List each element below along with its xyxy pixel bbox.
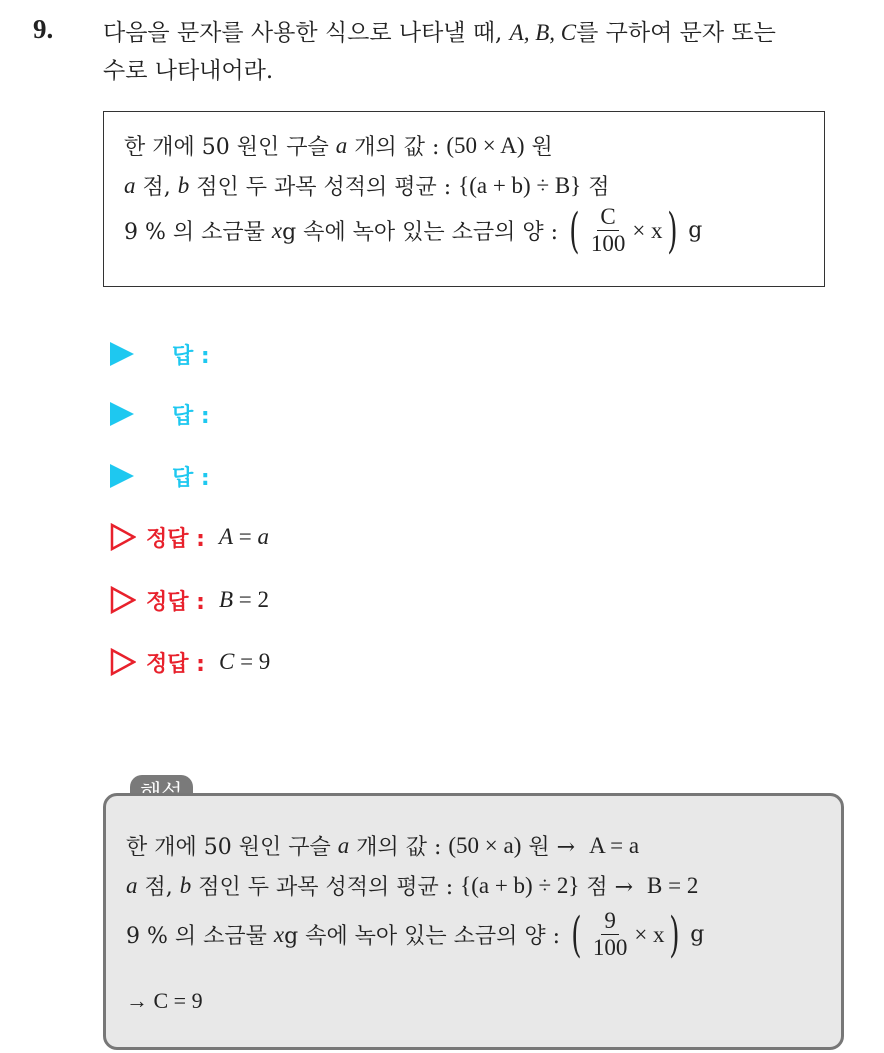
solution-line-3: 9 % 의 소금물 x g 속에 녹아 있는 소금의 양 : ( $\frac{9}{100}$ × x ) g [126,906,705,963]
expression-box [103,111,825,287]
correct-answer-2: 정답 : B = 2 [110,583,269,617]
triangle-outline-icon [110,523,136,551]
triangle-bullet-icon [110,464,134,488]
solution-line-1: 한 개에 50 원인 구슬 a 개의 값 : (50 × a) 원 → A = a [126,832,640,860]
solution-line-2: a 점, b 점인 두 과목 성적의 평균 : {(a + b) ÷ 2} 점 → B = 2 [126,872,699,900]
triangle-outline-icon [110,648,136,676]
box-line-2: a 점, b 점인 두 과목 성적의 평균 : {(a + b) ÷ B} 점 [124,172,610,200]
box-line-1: 한 개에 50 원인 구슬 a 개의 값 : (50 × A) 원 [124,132,553,160]
solution-line-4: → C = 9 [126,988,203,1013]
correct-answer-1: 정답 : A = a [110,520,269,554]
answer-blank-3: 답 : [110,459,210,493]
triangle-bullet-icon [110,342,134,366]
triangle-bullet-icon [110,402,134,426]
answer-blank-2: 답 : [110,397,210,431]
answer-blank-1: 답 : [110,337,210,371]
question-text: 다음을 문자를 사용한 식으로 나타낼 때, A, B, C를 구하여 문자 또는 수로 나타내어라. [103,20,776,84]
box-line-3: 9 % 의 소금물 x g 속에 녹아 있는 소금의 양 : ( $\frac{C}{100}$ × x ) g [124,202,703,259]
correct-answer-3: 정답 : C = 9 [110,645,270,679]
triangle-outline-icon [110,586,136,614]
question-number: 9. [33,14,54,44]
solution-box [103,793,844,1050]
question-vars: A, B, C [509,20,577,45]
